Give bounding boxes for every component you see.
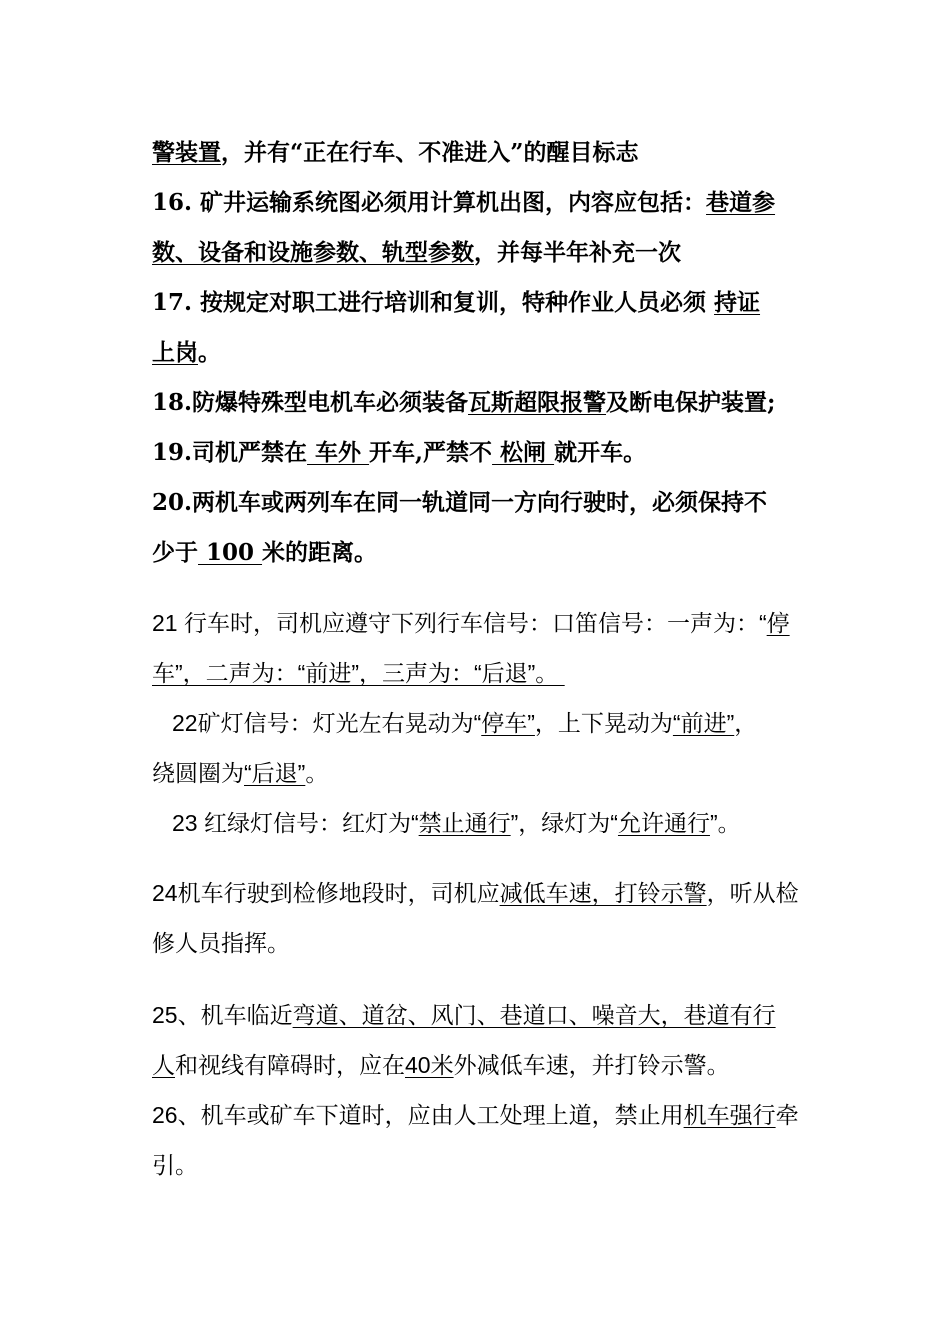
- answer-underline: “后退”: [244, 760, 306, 786]
- text-segment: ，听从检: [706, 880, 799, 906]
- text-segment: 24机车行驶到检修地段时，司机应: [152, 880, 500, 906]
- item-16-line-1: [152, 188, 775, 218]
- answer-underline: 人: [152, 1052, 175, 1078]
- text-segment: ，并每半年补充一次: [474, 239, 681, 266]
- text-segment: 引。: [152, 1152, 198, 1178]
- answer-underline: 瓦斯超限报警: [468, 389, 607, 416]
- item-19: [152, 438, 646, 468]
- text-segment: ，并有“正在行车、不准进入”的醒目标志: [221, 139, 639, 166]
- text-segment: 和视线有障碍时，应在: [175, 1052, 405, 1078]
- item-26-line-1: [152, 1100, 799, 1130]
- item-25-line-2: [152, 1050, 730, 1080]
- text-segment: ，: [734, 710, 758, 736]
- item-22-line-1: [172, 708, 757, 738]
- item-21-line-1: [152, 608, 790, 638]
- answer-underline: 持证: [714, 289, 761, 316]
- answer-underline: 弯道、道岔、风门、巷道口、噪音大，巷道有行: [292, 1002, 776, 1028]
- text-segment: 16. 矿井运输系统图必须用计算机出图，内容应包括：: [152, 189, 707, 216]
- text-segment: ”，绿灯为“: [510, 810, 618, 836]
- answer-underline: 车外: [307, 439, 370, 466]
- text-segment: 牵: [775, 1102, 799, 1128]
- text-segment: 修人员指挥。: [152, 930, 290, 956]
- answer-underline: 允许通行: [617, 810, 710, 836]
- answer-underline: 100: [198, 539, 263, 566]
- answer-underline: 警装置: [152, 139, 221, 166]
- answer-underline: 数、设备和设施参数、轨型参数: [152, 239, 474, 266]
- text-segment: 17. 按规定对职工进行培训和复训，特种作业人员必须: [152, 289, 715, 316]
- answer-underline: 车”，二声为：“前进”，三声为：“后退”。: [152, 660, 565, 686]
- answer-underline: 机车强行: [683, 1102, 776, 1128]
- answer-underline: 松闸: [492, 439, 555, 466]
- item-17-line-2: [152, 338, 221, 368]
- text-segment: 少于: [152, 539, 198, 566]
- item-20-line-1: [152, 488, 767, 518]
- text-segment: ，上下晃动为: [534, 710, 673, 736]
- text-segment: 米的距离。: [262, 539, 378, 566]
- text-segment: 。: [305, 760, 329, 786]
- answer-underline: 40米: [405, 1052, 454, 1078]
- answer-underline: 停车”: [481, 710, 535, 736]
- text-segment: 。: [198, 339, 221, 366]
- item-21-line-2: [152, 658, 565, 688]
- text-segment: 23 红绿灯信号：红灯为“: [172, 810, 419, 836]
- text-segment: 绕圆圈为: [152, 760, 244, 786]
- text-segment: 外减低车速，并打铃示警。: [453, 1052, 730, 1078]
- answer-underline: 减低车速，打铃示警: [499, 880, 707, 906]
- item-25-line-1: [152, 1000, 776, 1030]
- text-segment: 21 行车时，司机应遵守下列行车信号：口笛信号：一声为：“: [152, 610, 767, 636]
- item-24-line-2: [152, 928, 290, 958]
- text-segment: 开车,严禁不: [369, 439, 493, 466]
- item-16-line-2: [152, 238, 681, 268]
- text-segment: ”。: [709, 810, 741, 836]
- item-24-line-1: [152, 878, 799, 908]
- text-line-1: [152, 138, 638, 168]
- item-18: [152, 388, 776, 418]
- text-segment: 25、机车临近: [152, 1002, 293, 1028]
- text-segment: 20.两机车或两列车在同一轨道同一方向行驶时，必须保持不: [152, 489, 768, 516]
- item-23: [172, 808, 741, 838]
- text-segment: 18.防爆特殊型电机车必须装备: [152, 389, 469, 416]
- answer-underline: 禁止通行: [418, 810, 511, 836]
- answer-underline: “前进”: [672, 710, 735, 736]
- item-17-line-1: [152, 288, 760, 318]
- item-22-line-2: [152, 758, 328, 788]
- text-segment: 就开车。: [554, 439, 647, 466]
- text-segment: 22矿灯信号：灯光左右晃动为“: [172, 710, 482, 736]
- text-segment: 及断电保护装置;: [606, 389, 776, 416]
- text-segment: 26、机车或矿车下道时，应由人工处理上道，禁止用: [152, 1102, 684, 1128]
- answer-underline: 停: [766, 610, 790, 636]
- item-26-line-2: [152, 1150, 198, 1180]
- item-20-line-2: [152, 538, 377, 568]
- answer-underline: 巷道参: [706, 189, 776, 216]
- answer-underline: 上岗: [152, 339, 198, 366]
- text-segment: 19.司机严禁在: [152, 439, 308, 466]
